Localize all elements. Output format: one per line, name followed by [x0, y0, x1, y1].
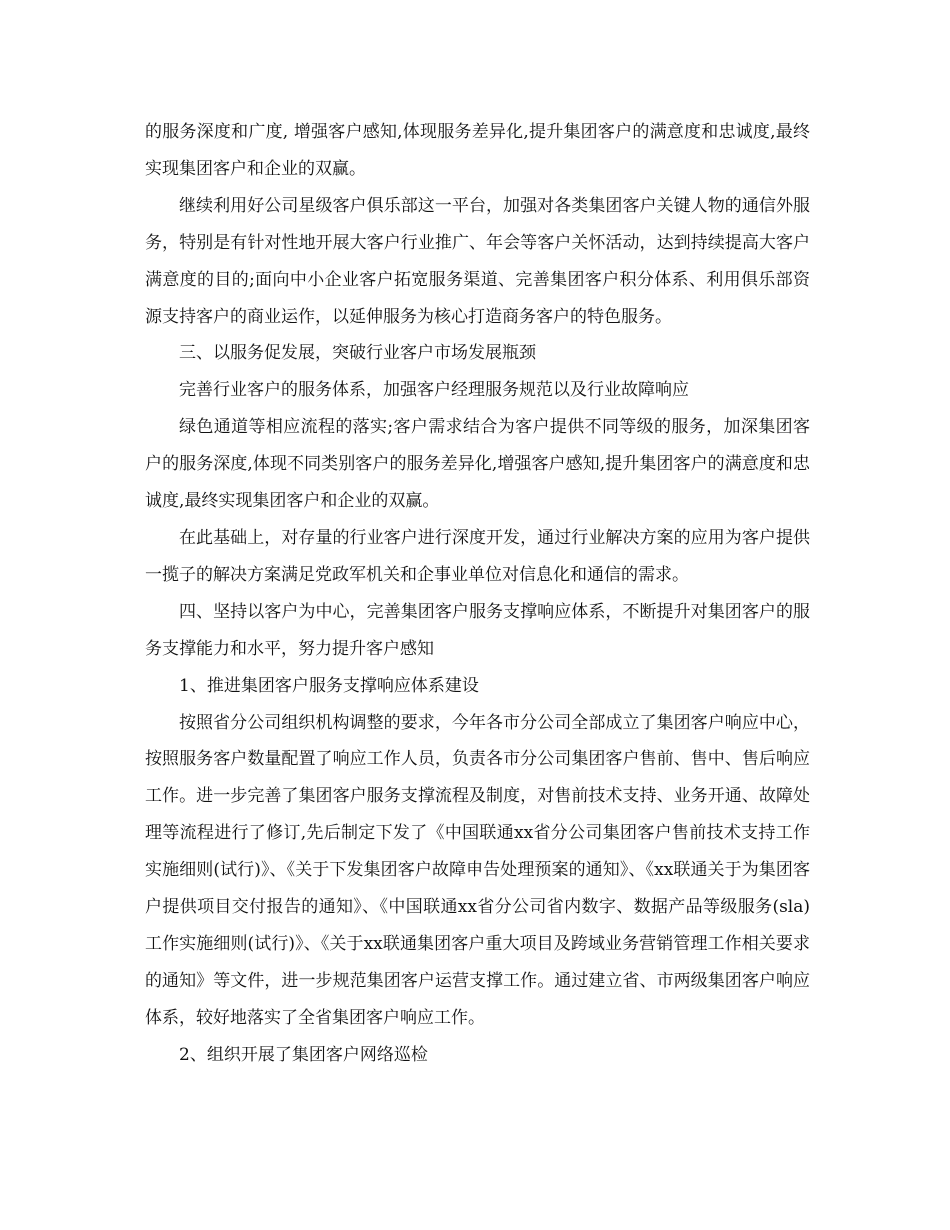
paragraph-5: 绿色通道等相应流程的落实;客户需求结合为客户提供不同等级的服务，加深集团客户的服务深度,体现不同类别客户的服务差异化,增强客户感知,提升集团客户的满意度和忠诚度,最终实现集团客户和企业的双赢。 — [145, 417, 810, 512]
paragraph-6: 在此基础上，对存量的行业客户进行深度开发，通过行业解决方案的应用为客户提供一揽子的解决方案满足党政军机关和企事业单位对信息化和通信的需求。 — [145, 527, 810, 585]
paragraph-1: 的服务深度和广度, 增强客户感知,体现服务差异化,提升集团客户的满意度和忠诚度,最终实现集团客户和企业的双赢。 — [145, 122, 810, 179]
subheading-2: 2、组织开展了集团客户网络巡检 — [179, 1044, 428, 1065]
paragraph-9: 按照省分公司组织机构调整的要求，今年各市分公司全部成立了集团客户响应中心，按照服务客户数量配置了响应工作人员，负责各市分公司集团客户售前、售中、售后响应工作。进一步完善了集团客户服务支撑流程及制度，对售前技术支持、业务开通、故障处理等流程进行了修订,先后制定下发了《中国联通xx省分公司集团客户售前技术支持工作实施细则(试行)》、《关于下发集团客户故障申告处理预案的通知》、《xx联通关于为集团客户提供项目交付报告的通知》、《中国联通xx省分公司省内数字、数据产品等级服务(sla)工作实施细则(试行)》、《关于xx联通集团客户重大项目及跨域业务营销管理工作相关要求的通知》等文件，进一步规范集团客户运营支撑工作。通过建立省、市两级集团客户响应体系，较好地落实了全省集团客户响应工作。 — [145, 712, 810, 1028]
section-heading-4: 四、坚持以客户为中心，完善集团客户服务支撑响应体系，不断提升对集团客户的服务支撑能力和水平，努力提升客户感知 — [145, 601, 810, 659]
subheading-1: 1、推进集团客户服务支撑响应体系建设 — [179, 675, 479, 696]
paragraph-2: 继续利用好公司星级客户俱乐部这一平台，加强对各类集团客户关键人物的通信外服务，特别是有针对性地开展大客户行业推广、年会等客户关怀活动，达到持续提高大客户满意度的目的;面向中小企业客户拓宽服务渠道、完善集团客户积分体系、利用俱乐部资源支持客户的商业运作，以延伸服务为核心打造商务客户的特色服务。 — [145, 195, 810, 327]
document-body — [145, 114, 810, 1074]
paragraph-4: 完善行业客户的服务体系，加强客户经理服务规范以及行业故障响应 — [179, 380, 689, 401]
section-heading-3: 三、以服务促发展，突破行业客户市场发展瓶颈 — [179, 343, 536, 364]
